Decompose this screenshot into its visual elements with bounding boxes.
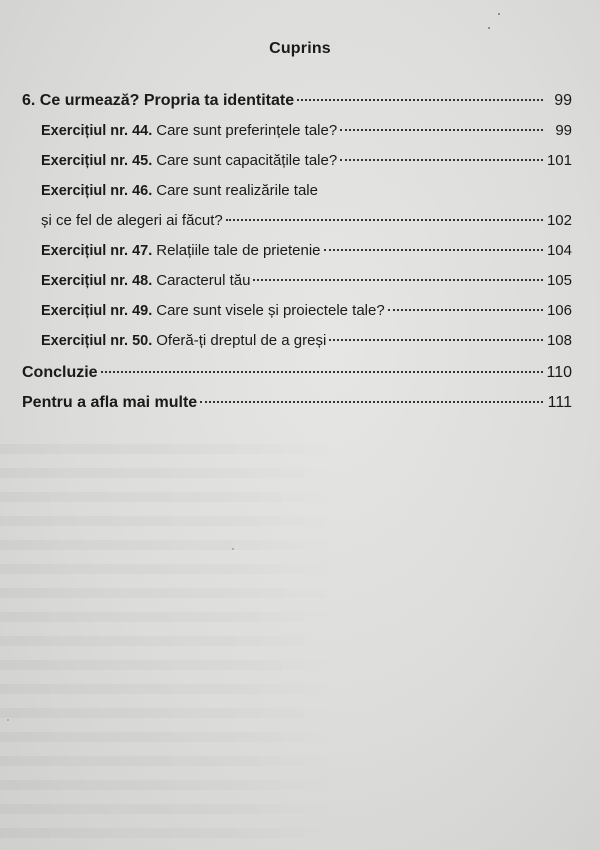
section-title: Pentru a afla mai multe (22, 394, 198, 411)
dot-leader (253, 279, 543, 281)
toc-entry-exercise-47 (41, 242, 572, 264)
page-number: 105 (546, 272, 572, 289)
chapter-title: Ce urmează? Propria ta identitate (39, 92, 295, 109)
dot-leader (329, 339, 543, 341)
exercise-label: Exercițiul nr. 48. (41, 273, 153, 289)
page-number: 99 (554, 92, 572, 109)
chapter-number: 6. (22, 92, 36, 109)
exercise-title: Caracterul tău (156, 272, 251, 289)
page-number: 102 (546, 212, 572, 229)
page-number: 110 (546, 364, 572, 381)
toc-entry-concluzie (22, 364, 572, 386)
dot-leader (324, 249, 543, 251)
exercise-label: Exercițiul nr. 47. (41, 243, 153, 259)
dot-leader (340, 129, 543, 131)
toc-entry-exercise-46-continuation (41, 212, 572, 234)
exercise-title: Care sunt visele și proiectele tale? (156, 302, 385, 319)
paper-speck (488, 27, 490, 29)
exercise-label: Exercițiul nr. 46. (41, 183, 153, 199)
toc-entry-exercise-46 (41, 182, 572, 204)
page-number: 111 (547, 394, 572, 411)
page-number: 104 (546, 242, 572, 259)
exercise-label: Exercițiul nr. 49. (41, 303, 153, 319)
exercise-label: Exercițiul nr. 45. (41, 153, 153, 169)
toc-entry-chapter-6 (22, 92, 572, 114)
page-number: 101 (546, 152, 572, 169)
exercise-title: Relațiile tale de prietenie (156, 242, 321, 259)
dot-leader (340, 159, 543, 161)
toc-entry-pentru-a-afla-mai-multe (22, 394, 572, 416)
exercise-label: Exercițiul nr. 50. (41, 333, 153, 349)
page-number: 106 (546, 302, 572, 319)
exercise-label: Exercițiul nr. 44. (41, 123, 153, 139)
paper-speck (232, 548, 234, 550)
paper-speck (7, 719, 9, 721)
exercise-title-continuation: și ce fel de alegeri ai făcut? (41, 212, 223, 229)
page-number: 108 (546, 332, 572, 349)
section-title: Concluzie (22, 364, 98, 381)
toc-entry-exercise-49 (41, 302, 572, 324)
toc-entry-exercise-50 (41, 332, 572, 354)
dot-leader (388, 309, 543, 311)
paper-speck (498, 13, 500, 15)
dot-leader (200, 401, 543, 403)
page-title: Cuprins (269, 40, 331, 57)
dot-leader (297, 99, 543, 101)
exercise-title: Care sunt realizările tale (156, 182, 318, 199)
dot-leader (101, 371, 543, 373)
toc-entry-exercise-45 (41, 152, 572, 174)
dot-leader (226, 219, 543, 221)
toc-entry-exercise-44 (41, 122, 572, 144)
exercise-title: Care sunt preferințele tale? (156, 122, 338, 139)
page-number: 99 (555, 122, 572, 139)
exercise-title: Care sunt capacitățile tale? (156, 152, 338, 169)
exercise-title: Oferă-ți dreptul de a greși (156, 332, 327, 349)
toc-entry-exercise-48 (41, 272, 572, 294)
bleed-through-text (0, 430, 600, 850)
